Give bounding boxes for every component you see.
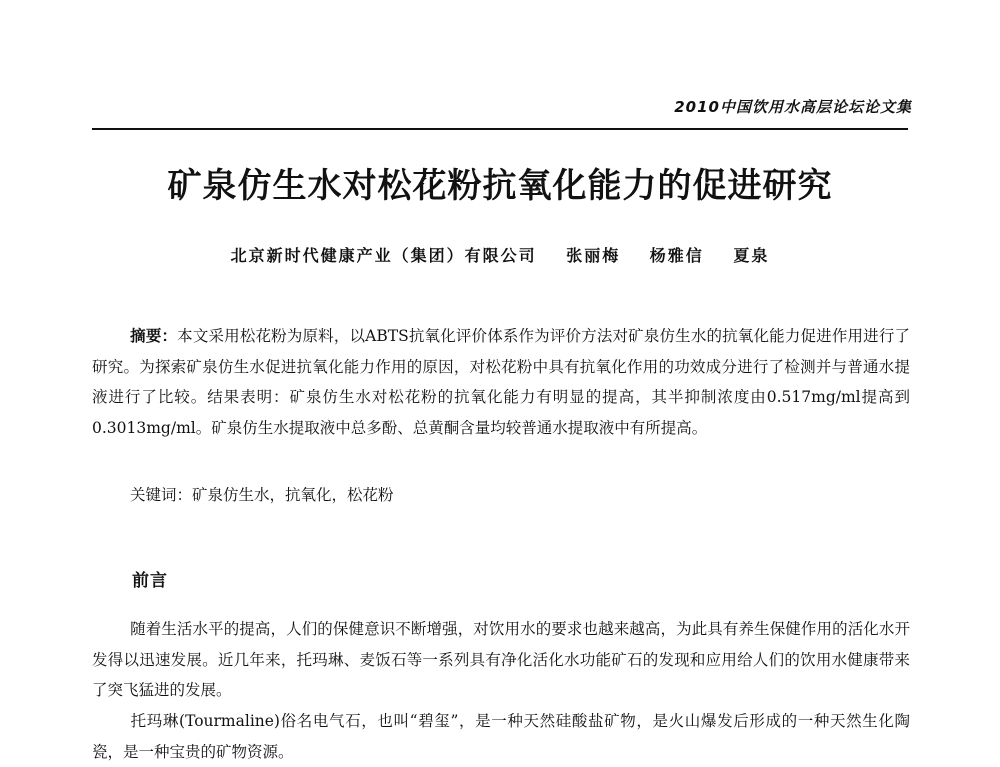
body-paragraph — [92, 706, 910, 767]
keywords-label: 关键词： — [130, 486, 193, 504]
paragraph-text: 托玛琳(Tourmaline)俗名电气石，也叫“碧玺”，是一种天然硅酸盐矿物，是火山爆发后形成的一种天然生化陶瓷，是一种宝贵的矿物资源。 — [92, 712, 910, 761]
affiliation: 北京新时代健康产业（集团）有限公司 — [230, 246, 537, 265]
byline — [0, 243, 1000, 266]
keywords — [130, 480, 394, 510]
keywords-text: 矿泉仿生水，抗氧化，松花粉 — [192, 486, 394, 504]
section-heading: 前言 — [132, 571, 168, 591]
abstract-label: 摘要： — [130, 326, 178, 345]
header-rule — [92, 128, 908, 130]
author-name: 杨雅信 — [649, 246, 704, 265]
paper-title: 矿泉仿生水对松花粉抗氧化能力的促进研究 — [167, 166, 833, 206]
body-paragraph — [92, 614, 910, 706]
running-header: 2010中国饮用水高层论坛论文集 — [674, 98, 912, 116]
author-name: 张丽梅 — [566, 246, 621, 265]
abstract — [92, 321, 910, 443]
author-name: 夏泉 — [733, 246, 770, 265]
paragraph-text: 随着生活水平的提高，人们的保健意识不断增强，对饮用水的要求也越来越高，为此具有养生保健作用的活化水开发得以迅速发展。近几年来，托玛琳、麦饭石等一系列具有净化活化水功能矿石的发现和应用给人们的饮用水健康带来了突飞猛进的发展。 — [92, 620, 910, 699]
abstract-text: 本文采用松花粉为原料，以ABTS抗氧化评价体系作为评价方法对矿泉仿生水的抗氧化能力促进作用进行了研究。为探索矿泉仿生水促进抗氧化能力作用的原因，对松花粉中具有抗氧化作用的功效成分进行了检测并与普通水提液进行了比较。结果表明：矿泉仿生水对松花粉的抗氧化能力有明显的提高，其半抑制浓度由0.517mg/ml提高到0.3013mg/ml。矿泉仿生水提取液中总多酚、总黄酮含量均较普通水提取液中有所提高。 — [92, 327, 910, 437]
